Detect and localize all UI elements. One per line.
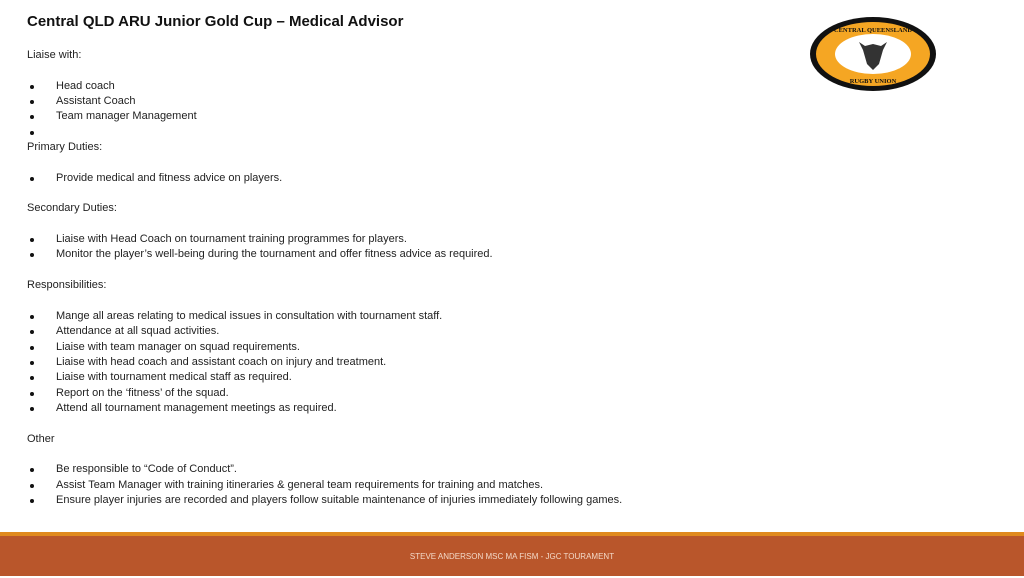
section-heading: Liaise with: <box>27 49 82 61</box>
page-title: Central QLD ARU Junior Gold Cup – Medical Advisor <box>27 13 404 30</box>
list-item: Assist Team Manager with training itineraries & general team requirements for training and matches. <box>27 478 622 493</box>
section-heading: Primary Duties: <box>27 141 103 154</box>
bullet-list <box>27 309 622 416</box>
list-item: Provide medical and fitness advice on players. <box>27 171 622 186</box>
footer <box>0 536 1024 576</box>
list-item: Mange all areas relating to medical issues in consultation with tournament staff. <box>27 309 622 324</box>
logo-bottom-text: RUGBY UNION <box>849 78 897 85</box>
list-item: Attend all tournament management meetings as required. <box>27 401 622 416</box>
list-item: Assistant Coach <box>27 94 622 109</box>
list-item: Team manager Management <box>27 109 622 124</box>
list-item: Monitor the player’s well-being during the tournament and offer fitness advice as required. <box>27 247 622 262</box>
list-item: Liaise with tournament medical staff as required. <box>27 370 622 385</box>
section-heading: Secondary Duties: <box>27 202 117 215</box>
list-item: Be responsible to “Code of Conduct”. <box>27 462 622 477</box>
section <box>27 140 622 186</box>
list-item: Liaise with head coach and assistant coach on injury and treatment. <box>27 355 622 370</box>
list-item: Ensure player injuries are recorded and players follow suitable maintenance of injuries immediately following games. <box>27 493 622 508</box>
list-item: Liaise with team manager on squad requirements. <box>27 340 622 355</box>
list-item: Head coach <box>27 79 622 94</box>
logo-top-text: CENTRAL QUEENSLAND <box>833 27 913 34</box>
section-heading: Responsibilities: <box>27 279 107 292</box>
section <box>27 201 622 262</box>
section <box>27 278 622 416</box>
footer-text: STEVE ANDERSON MSC MA FISM - JGC TOURAMENT <box>409 552 615 561</box>
list-item <box>27 125 622 140</box>
list-item: Report on the ‘fitness’ of the squad. <box>27 386 622 401</box>
document-body <box>27 48 622 524</box>
list-item: Attendance at all squad activities. <box>27 324 622 339</box>
bullet-list <box>27 79 622 140</box>
section <box>27 48 622 140</box>
bullet-list <box>27 171 622 186</box>
bullet-list <box>27 462 622 508</box>
section-heading: Other <box>27 432 55 445</box>
list-item: Liaise with Head Coach on tournament training programmes for players. <box>27 232 622 247</box>
section <box>27 432 622 509</box>
bullet-list <box>27 232 622 263</box>
cq-rugby-union-logo <box>809 16 937 92</box>
